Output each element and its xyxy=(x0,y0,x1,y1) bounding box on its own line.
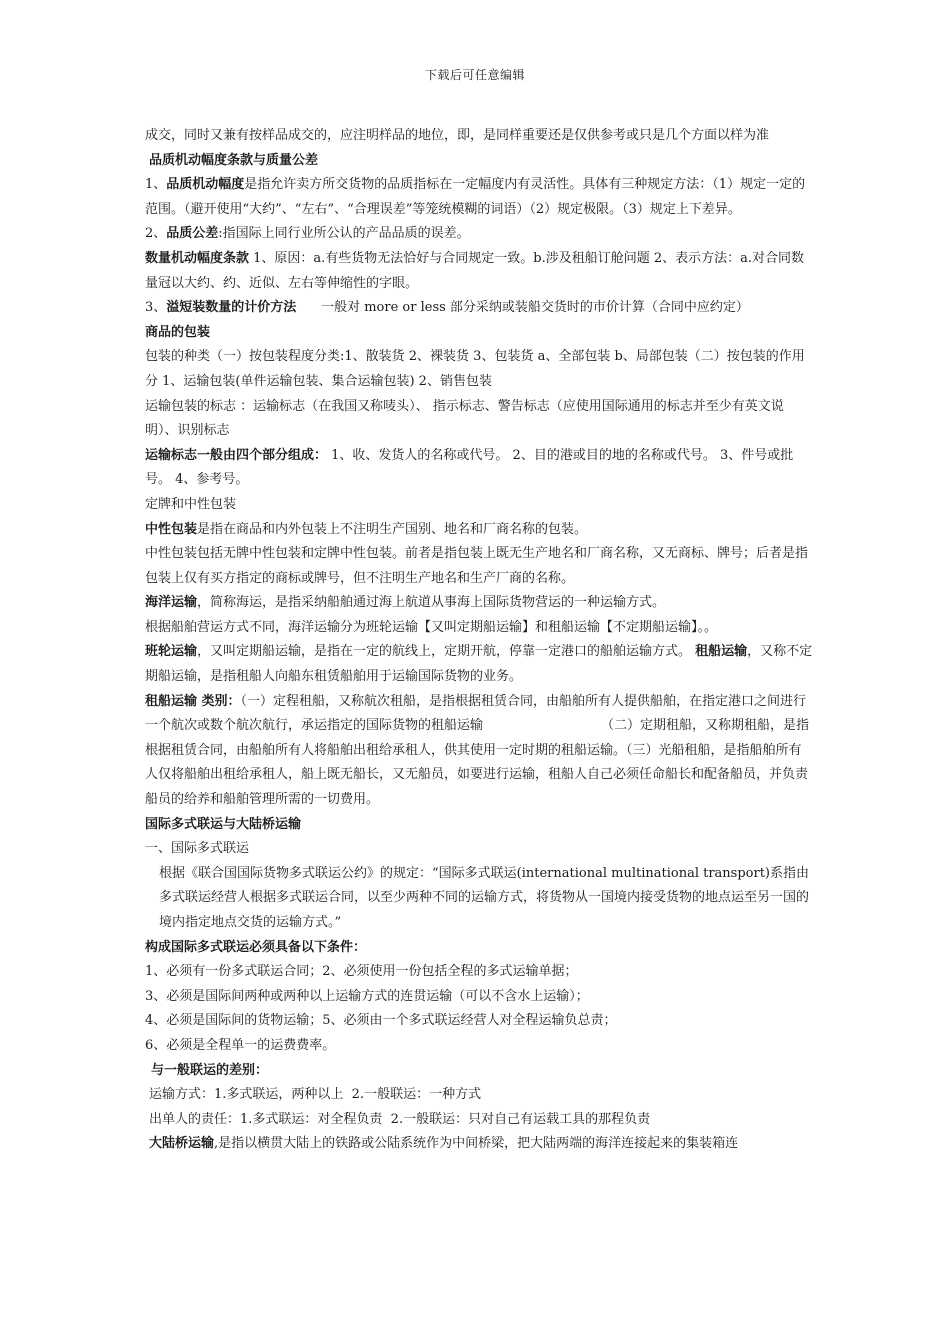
definition-text: （二）定期租船，又称期租船，是指根据租赁合同，由船舶所有人将船舶出租给承租人，供其使用一定时期的租船运输。（三）光船租船，是指船舶所有人仅将船舶出租给承租人，船上既无船长，又无船员，如要进行运输，租船人自己必须任命船长和配备船员，并负责船员的给养和船舶管理所需的一切费用。 xyxy=(145,718,810,808)
condition-line: 3、必须是国际间两种或两种以上运输方式的连贯运输（可以不含水上运输）； xyxy=(145,988,589,1004)
paragraph-neutral-packing xyxy=(145,518,813,543)
definition-text: ,是指以横贯大陆上的铁路或公陆系统作为中间桥梁，把大陆两端的海洋连接起来的集装箱连 xyxy=(214,1136,739,1152)
paragraph-liner-charter xyxy=(145,640,813,689)
difference-line: 运输方式：1.多式联运，两种以上 2.一般联运：一种方式 xyxy=(149,1087,482,1103)
definition-text: 是指在商品和内外包装上不注明生产国别、地名和厂商名称的包装。 xyxy=(197,521,588,537)
definition-text: ，又叫定期船运输，是指在一定的航线上，定期开航，停靠一定港口的船舶运输方式。 xyxy=(197,644,696,660)
term-charter: 租船运输 xyxy=(695,644,748,660)
paragraph-ocean-types: 根据船舶营运方式不同，海洋运输分为班轮运输【又叫定期船运输】和租船运输【不定期船运输】。。 xyxy=(145,619,718,635)
term-neutral-packing: 中性包装 xyxy=(145,521,198,537)
paragraph-multimodal-definition: 根据《联合国国际货物多式联运公约》的规定：“国际多式联运(international multinational transport)系指由多式联运经营人根据多式联运合同，以至少两种不同的运输方式，将货物从一国境内接受货物的地点运至另一国的境内指定地点交货的运输方式。” xyxy=(159,865,810,930)
heading-packing: 商品的包装 xyxy=(145,324,211,340)
paragraph-packing-types: 包装的种类（一）按包装程度分类:1、散装货 2、裸装货 3、包装货 a、全部包装 b、局部包装（二）按包装的作用分 1、运输包装(单件运输包装、集合运输包装) 2、销售包装 xyxy=(145,349,805,389)
condition-line: 4、必须是国际间的货物运输；5、必须由一个多式联运经营人对全程运输负总责； xyxy=(145,1013,617,1029)
term-ocean-transport: 海洋运输 xyxy=(145,595,198,611)
definition-text: 1、收、发货人的名称或代号。 2、目的港或目的地的名称或代号。 3、件号或批号。 4、参考号。 xyxy=(145,447,794,488)
definition-text: 一般对 more or less 部分采纳或装船交货时的市价计算（合同中应约定） xyxy=(296,300,749,316)
paragraph-packing-marks: 运输包装的标志 ：运输标志（在我国又称唛头）、 指示标志、警告标志（应使用国际通用的标志并至少有英文说明）、识别标志 xyxy=(145,398,784,439)
paragraph-more-or-less xyxy=(145,296,813,321)
paragraph-quality-tolerance xyxy=(145,222,813,247)
term-shipping-mark: 运输标志一般由四个部分组成： xyxy=(145,447,328,463)
definition-text: ，简称海运，是指采纳船舶通过海上航道从事海上国际货物营运的一种运输方式。 xyxy=(197,595,666,611)
definition-text: ，又称不定期船运输，是指租船人向船东租赁船舶用于运输国际货物的业务。 xyxy=(145,644,813,685)
paragraph-ocean-transport xyxy=(145,591,813,616)
definition-text: :指国际上同行业所公认的产品品质的误差。 xyxy=(218,226,470,242)
paragraph-sample-status: 成交，同时又兼有按样品成交的，应注明样品的地位，即，是同样重要还是仅供参考或只是几个方面以样为准 xyxy=(145,128,770,143)
heading-differences: 与一般联运的差别： xyxy=(151,1062,269,1078)
page-header: 下载后可任意编辑 xyxy=(424,68,525,82)
document-body xyxy=(145,124,813,1157)
condition-line: 6、必须是全程单一的运费费率。 xyxy=(145,1037,336,1053)
item-number: 2、 xyxy=(145,226,167,242)
term-quality-latitude: 品质机动幅度 xyxy=(166,177,245,193)
term-liner: 班轮运输 xyxy=(145,644,198,660)
definition-text: 是指允许卖方所交货物的品质指标在一定幅度内有灵活性。具体有三种规定方法：（1）规定一定的范围。（避开使用“大约”、“左右”、“合理误差”等笼统模糊的词语）（2）规定极限。（3）规定上下差异。 xyxy=(145,177,806,217)
paragraph-quality-latitude xyxy=(145,173,813,222)
difference-line: 出单人的责任：1.多式联运：对全程负责 2.一般联运：只对自己有运载工具的那程负责 xyxy=(149,1111,651,1127)
item-number: 3、 xyxy=(145,300,167,316)
paragraph-shipping-mark xyxy=(145,444,813,493)
term-quality-tolerance: 品质公差 xyxy=(166,226,219,242)
paragraph-brand-neutral: 定牌和中性包装 xyxy=(145,496,237,512)
heading-quality-tolerance: 品质机动幅度条款与质量公差 xyxy=(149,152,319,168)
term-charter-types: 租船运输 类别： xyxy=(145,693,241,709)
condition-line: 1、必须有一份多式联运合同；2、必须使用一份包括全程的多式运输单据； xyxy=(145,964,578,980)
paragraph-quantity-clause xyxy=(145,247,813,296)
heading-conditions: 构成国际多式联运必须具备以下条件： xyxy=(145,939,367,955)
heading-multimodal: 国际多式联运与大陆桥运输 xyxy=(145,816,302,832)
item-number: 1、 xyxy=(145,177,167,193)
paragraph-neutral-types: 中性包装包括无牌中性包装和定牌中性包装。前者是指包装上既无生产地名和厂商名称，又无商标、牌号；后者是指包装上仅有买方指定的商标或牌号，但不注明生产地名和生产厂商的名称。 xyxy=(145,546,809,586)
paragraph-land-bridge xyxy=(145,1132,813,1157)
paragraph-charter-types xyxy=(145,690,813,813)
definition-text: （一）定程租船，又称航次租船，是指根据租赁合同，由船舶所有人提供船舶，在指定港口之间进行一个航次或数个航次航行，承运指定的国际货物的租船运输 xyxy=(145,693,807,734)
term-quantity-clause: 数量机动幅度条款 xyxy=(145,250,250,266)
definition-text: 1、原因：a.有些货物无法恰好与合同规定一致。b.涉及租船订舱问题 2、表示方法：a.对合同数量冠以大约、约、近似、左右等伸缩性的字眼。 xyxy=(145,250,805,291)
term-more-or-less: 溢短装数量的计价方法 xyxy=(166,300,297,316)
term-land-bridge: 大陆桥运输 xyxy=(149,1136,215,1152)
subheading-multimodal: 一、国际多式联运 xyxy=(145,841,250,857)
